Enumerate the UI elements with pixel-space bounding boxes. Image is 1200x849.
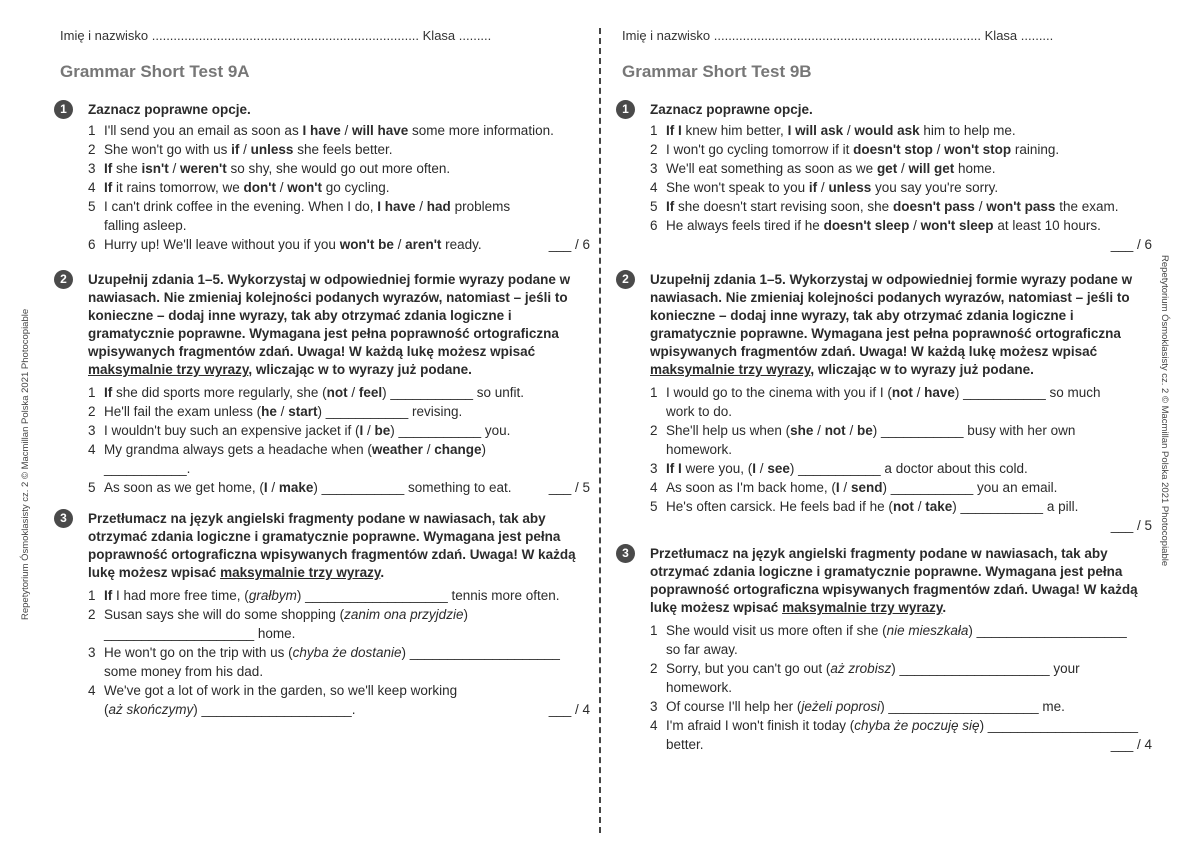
exercise-instruction: Przetłumacz na język angielski fragmenty podane w nawiasach, tak aby otrzymać zdania logiczne i gramatycznie poprawne. Wymagana jest pełna poprawność ortograficzna wpisywanych fragmentów zdań. Uwaga! W każdą lukę możesz wpisać maksymalnie trzy wyrazy. — [650, 546, 1138, 615]
list-item: 3 If she isn't / weren't so shy, she would go out more often. — [88, 161, 451, 176]
score-box: ___ / 6 — [548, 237, 590, 252]
score-box: ___ / 5 — [1110, 518, 1152, 533]
list-item: 3 He won't go on the trip with us (chyba że dostanie) ____________________ some money from his dad. — [88, 645, 560, 679]
exercise-number-badge: 1 — [616, 100, 635, 119]
list-item: 2 He'll fail the exam unless (he / start) ___________ revising. — [88, 404, 463, 419]
exercise-instruction: Zaznacz poprawne opcje. — [88, 102, 251, 117]
list-item: 4 She won't speak to you if / unless you say you're sorry. — [650, 180, 999, 195]
list-item: 1 If I had more free time, (grałbym) ___________________ tennis more often. — [88, 588, 560, 603]
exercise-instruction: Przetłumacz na język angielski fragmenty podane w nawiasach, tak aby otrzymać zdania logiczne i gramatycznie poprawne. Wymagana jest pełna poprawność ortograficzna wpisywanych fragmentów zdań. Uwaga! W każdą lukę możesz wpisać maksymalnie trzy wyrazy. — [88, 511, 576, 580]
copyright-left: Repetytorium Ósmoklasisty cz. 2 © Macmillan Polska 2021 Photocopiable — [20, 308, 31, 620]
list-item: 1 She would visit us more often if she (nie mieszkała) ____________________ so far away. — [650, 623, 1127, 657]
exercise-2 — [622, 271, 1152, 535]
list-item: 4 If it rains tomorrow, we don't / won't go cycling. — [88, 180, 390, 195]
list-item: 4 I'm afraid I won't finish it today (chyba że poczuję się) ____________________ better. ___ / 4 — [650, 718, 1152, 752]
list-item: 2 I won't go cycling tomorrow if it doesn't stop / won't stop raining. — [650, 142, 1060, 157]
list-item: 1 If she did sports more regularly, she (not / feel) ___________ so unfit. — [88, 385, 524, 400]
exercise-3 — [60, 510, 590, 719]
score-box: ___ / 4 — [1110, 737, 1152, 752]
list-item: 6 He always feels tired if he doesn't sleep / won't sleep at least 10 hours. — [650, 218, 1101, 233]
exercise-2 — [60, 271, 590, 497]
test-title: Grammar Short Test 9A — [60, 62, 250, 81]
exercise-3 — [622, 545, 1152, 754]
list-item — [650, 516, 1152, 535]
name-class-line: Imię i nazwisko .......................................................................... Klasa ......... — [622, 28, 1054, 43]
name-class-line: Imię i nazwisko .......................................................................... Klasa ......... — [60, 28, 492, 43]
list-item: 3 I wouldn't buy such an expensive jacket if (I / be) ___________ you. — [88, 423, 511, 438]
exercise-number-badge: 2 — [54, 270, 73, 289]
list-item: 3 If I were you, (I / see) ___________ a doctor about this cold. — [650, 461, 1028, 476]
list-item: 5 If she doesn't start revising soon, she doesn't pass / won't pass the exam. — [650, 199, 1119, 214]
list-item: 3 Of course I'll help her (jeżeli poprosi) ____________________ me. — [650, 699, 1065, 714]
list-item — [650, 235, 1152, 254]
list-item: 2 Susan says she will do some shopping (zanim ona przyjdzie) ____________________ home. — [88, 607, 468, 641]
test-title: Grammar Short Test 9B — [622, 62, 812, 81]
exercise-number-badge: 2 — [616, 270, 635, 289]
list-item: 1 I would go to the cinema with you if I (not / have) ___________ so much work to do. — [650, 385, 1101, 419]
list-item: 5 As soon as we get home, (I / make) ___________ something to eat. ___ / 5 — [88, 480, 590, 495]
exercise-number-badge: 1 — [54, 100, 73, 119]
score-box: ___ / 5 — [548, 480, 590, 495]
list-item: 5 He's often carsick. He feels bad if he (not / take) ___________ a pill. — [650, 499, 1079, 514]
list-item: 4 We've got a lot of work in the garden, so we'll keep working (aż skończymy) ____________________. ___ / 4 — [88, 683, 590, 717]
cut-line — [599, 28, 601, 833]
exercise-1 — [622, 101, 1152, 254]
list-item: 4 As soon as I'm back home, (I / send) ___________ you an email. — [650, 480, 1058, 495]
list-item: 4 My grandma always gets a headache when (weather / change) ___________. — [88, 442, 486, 476]
list-item: 3 We'll eat something as soon as we get / will get home. — [650, 161, 996, 176]
exercise-number-badge: 3 — [616, 544, 635, 563]
list-item: 2 She won't go with us if / unless she feels better. — [88, 142, 393, 157]
list-item: 1 I'll send you an email as soon as I have / will have some more information. — [88, 123, 554, 138]
copyright-right: Repetytorium Ósmoklasisty cz. 2 © Macmillan Polska 2021 Photocopiable — [1159, 255, 1170, 567]
list-item: 1 If I knew him better, I will ask / would ask him to help me. — [650, 123, 1016, 138]
exercise-instruction: Uzupełnij zdania 1–5. Wykorzystaj w odpowiedniej formie wyrazy podane w nawiasach. Nie zmieniaj kolejności podanych wyrazów, natomiast – jeśli to konieczne – dodaj inne wyrazy, tak aby otrzymać zdania logiczne i gramatycznie poprawne. Wymagana jest pełna poprawność ortograficzna wpisywanych fragmentów zdań. Uwaga! W każdą lukę możesz wpisać maksymalnie trzy wyrazy, wliczając w to wyrazy już podane. — [88, 272, 571, 377]
exercise-instruction: Zaznacz poprawne opcje. — [650, 102, 813, 117]
exercise-instruction: Uzupełnij zdania 1–5. Wykorzystaj w odpowiedniej formie wyrazy podane w nawiasach. Nie zmieniaj kolejności podanych wyrazów, natomiast – jeśli to konieczne – dodaj inne wyrazy, tak aby otrzymać zdania logiczne i gramatycznie poprawne. Wymagana jest pełna poprawność ortograficzna wpisywanych fragmentów zdań. Uwaga! W każdą lukę możesz wpisać maksymalnie trzy wyrazy, wliczając w to wyrazy już podane. — [650, 272, 1133, 377]
list-item: 5 I can't drink coffee in the evening. When I do, I have / had problems falling asleep. — [88, 199, 511, 233]
list-item: 6 Hurry up! We'll leave without you if you won't be / aren't ready. ___ / 6 — [88, 237, 590, 252]
exercise-1 — [60, 101, 590, 254]
exercise-number-badge: 3 — [54, 509, 73, 528]
score-box: ___ / 6 — [1110, 237, 1152, 252]
list-item: 2 She'll help us when (she / not / be) ___________ busy with her own homework. — [650, 423, 1076, 457]
score-box: ___ / 4 — [548, 702, 590, 717]
list-item: 2 Sorry, but you can't go out (aż zrobisz) ____________________ your homework. — [650, 661, 1080, 695]
